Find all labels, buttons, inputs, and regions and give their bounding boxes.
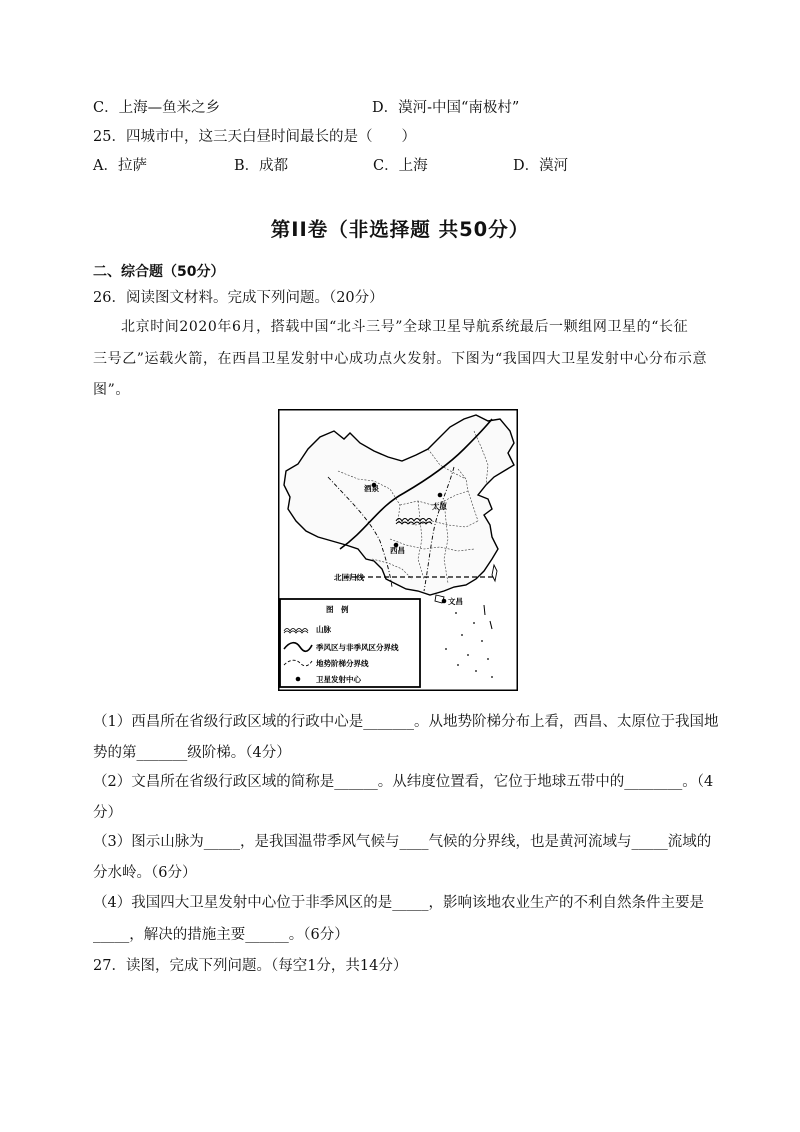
q27-stem: 27．读图，完成下列问题。（每空1分，共14分）	[93, 958, 408, 974]
q25-option-b: B．成都	[234, 158, 289, 174]
legend-launch-center-icon	[296, 677, 301, 682]
q26-sub2-line1: （2）文昌所在省级行政区域的简称是______。从纬度位置看，它位于地球五带中的________。（4	[93, 774, 714, 790]
q26-material-line2: 三号乙”运载火箭，在西昌卫星发射中心成功点火发射。下图为“我国四大卫星发射中心分布示意	[93, 351, 708, 367]
section-title: 第II卷（非选择题 共50分）	[270, 218, 530, 241]
legend-item-mountain: 山脉	[316, 625, 331, 634]
q26-sub1-line1: （1）西昌所在省级行政区域的行政中心是_______。从地势阶梯分布上看，西昌、太原位于我国地	[93, 714, 719, 730]
q26-sub3-line2: 分水岭。（6分）	[93, 865, 197, 881]
q24-option-c: C．上海—鱼米之乡	[93, 100, 221, 116]
q26-sub3-line1: （3）图示山脉为_____，是我国温带季风气候与____气候的分界线，也是黄河流域与_____流域的	[93, 834, 712, 850]
taiyuan-dot	[438, 493, 443, 498]
legend-item-launch-center: 卫星发射中心	[316, 675, 361, 684]
q26-material-line3: 图”。	[93, 382, 130, 398]
q26-sub4-line1: （4）我国四大卫星发射中心位于非季风区的是_____，影响该地农业生产的不利自然条件主要是	[93, 895, 704, 911]
q26-sub4-line2: _____，解决的措施主要______。（6分）	[93, 927, 349, 943]
map-legend	[280, 599, 420, 687]
q26-stem: 26．阅读图文材料。完成下列问题。（20分）	[93, 290, 384, 306]
label-wenchang: 文昌	[448, 597, 463, 606]
label-xichang: 西昌	[390, 546, 405, 555]
label-jiuquan: 酒泉	[364, 484, 379, 493]
q25-stem: 25．四城市中，这三天白昼时间最长的是（ ）	[93, 129, 416, 145]
satellite-launch-centers-map	[278, 409, 518, 691]
legend-title: 图 例	[326, 605, 349, 614]
part2-heading: 二、综合题（50分）	[93, 264, 225, 280]
q26-sub1-line2: 势的第_______级阶梯。（4分）	[93, 745, 291, 761]
q25-option-d: D．漠河	[513, 158, 569, 174]
q24-option-d: D．漠河-中国“南极村”	[372, 100, 520, 116]
wenchang-dot	[442, 599, 447, 604]
legend-item-monsoon-boundary: 季风区与非季风区分界线	[316, 643, 399, 652]
label-tropic-of-cancer: 北回归线	[334, 573, 364, 582]
legend-item-step-boundary: 地势阶梯分界线	[316, 659, 369, 668]
q26-sub2-line2: 分）	[93, 805, 122, 821]
label-taiyuan: 太原	[432, 502, 447, 511]
q25-option-a: A．拉萨	[93, 158, 147, 174]
q25-option-c: C．上海	[373, 158, 428, 174]
q26-material-line1: 北京时间2020年6月，搭载中国“北斗三号”全球卫星导航系统最后一颗组网卫星的“长征	[121, 319, 689, 335]
